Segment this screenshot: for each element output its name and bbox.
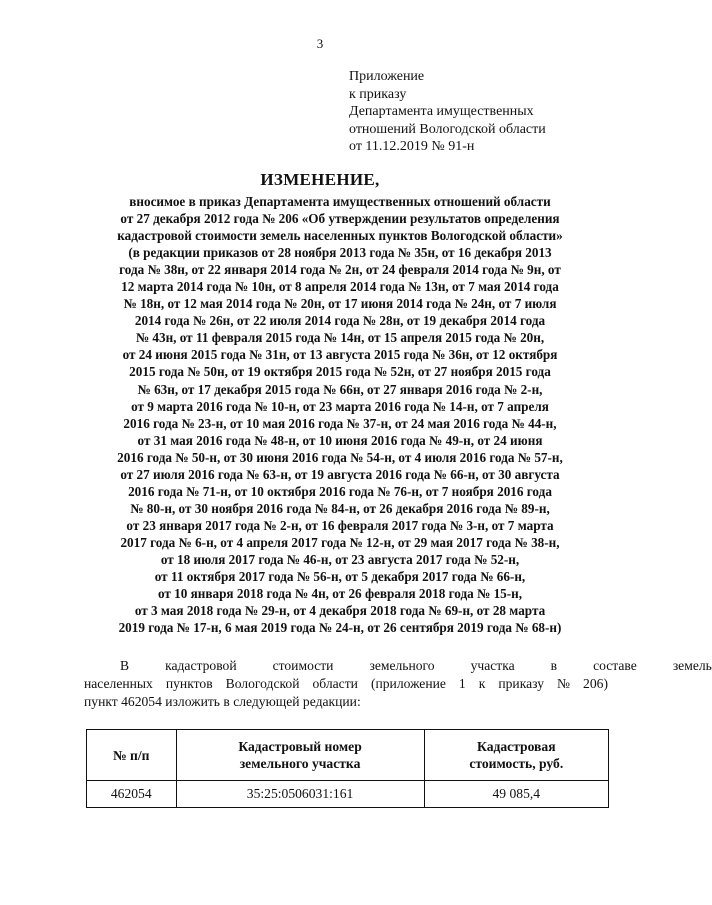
- cadastral-table: [86, 729, 609, 808]
- body-line-3: пункт 462054 изложить в следующей редакции:: [84, 694, 361, 709]
- preamble-line: 2016 года № 71-н, от 10 октября 2016 года № 76-н, от 7 ноября 2016 года: [128, 483, 552, 499]
- cell-number: 462054: [87, 781, 177, 808]
- preamble-line: вносимое в приказ Департамента имущественных отношений области: [129, 194, 551, 209]
- header-number: [87, 730, 177, 781]
- body-word: пунктов: [165, 676, 213, 691]
- document-heading: ИЗМЕНЕНИЕ,: [260, 170, 380, 189]
- preamble-line: от 27 декабря 2012 года № 206 «Об утверждении результатов определения: [120, 211, 560, 227]
- preamble-line: № 63н, от 17 декабря 2015 года № 66н, от 27 января 2016 года № 2-н,: [137, 381, 543, 397]
- body-word: области: [312, 676, 358, 691]
- body-line-1: [84, 657, 712, 675]
- header-line: стоимость, руб.: [469, 756, 564, 771]
- preamble-line: от 24 июня 2015 года № 31н, от 13 августа 2015 года № 36н, от 12 октября: [122, 347, 558, 363]
- appendix-line: от 11.12.2019 № 91-н: [349, 139, 475, 154]
- body-word: участка: [470, 658, 515, 673]
- preamble-line: от 31 мая 2016 года № 48-н, от 10 июня 2016 года № 49-н, от 24 июня: [137, 432, 543, 448]
- cell-cadastral-number: 35:25:0506031:161: [176, 781, 424, 808]
- preamble-line: от 27 июля 2016 года № 63-н, от 19 августа 2016 года № 66-н, от 30 августа: [120, 466, 560, 482]
- preamble-line: от 11 октября 2017 года № 56-н, от 5 декабря 2017 года № 66-н,: [154, 569, 526, 585]
- preamble-line: (в редакции приказов от 28 ноября 2013 года № 35н, от 16 декабря 2013: [128, 245, 552, 261]
- preamble-line: № 43н, от 11 февраля 2015 года № 14н, от 15 апреля 2015 года № 20н,: [135, 330, 545, 346]
- preamble-line: 2015 года № 50н, от 19 октября 2015 года № 52н, от 27 ноября 2015 года: [129, 364, 551, 380]
- header-cadastral-number: [176, 730, 424, 781]
- preamble-line: 2016 года № 50-н, от 30 июня 2016 года № 54-н, от 4 июля 2016 года № 57-н,: [117, 449, 563, 465]
- body-word: стоимости: [272, 658, 334, 673]
- preamble-line: от 10 января 2018 года № 4н, от 26 февраля 2018 года № 15-н,: [157, 586, 523, 602]
- preamble-line: 2017 года № 6-н, от 4 апреля 2017 года № 12-н, от 29 мая 2017 года № 38-н,: [120, 534, 560, 550]
- body-word: составе: [593, 658, 637, 673]
- preamble: [70, 193, 610, 636]
- body-word: 1: [458, 676, 466, 691]
- body-word: 206): [583, 676, 608, 691]
- appendix-line: Департамента имущественных: [349, 104, 534, 119]
- preamble-line: кадастровой стоимости земель населенных пунктов Вологодской области»: [117, 228, 563, 244]
- body-line-2: [84, 675, 608, 693]
- preamble-line: от 23 января 2017 года № 2-н, от 16 февраля 2017 года № 3-н, от 7 марта: [126, 517, 554, 533]
- body-word: земельного: [369, 658, 435, 673]
- body-word: В: [120, 658, 130, 673]
- table-header-row: [87, 730, 609, 781]
- body-word: населенных: [84, 676, 153, 691]
- appendix-line: к приказу: [349, 86, 407, 102]
- table-row: [87, 781, 609, 808]
- preamble-line: 2014 года № 26н, от 22 июля 2014 года № 28н, от 19 декабря 2014 года: [134, 313, 546, 329]
- appendix-line: отношений Вологодской области: [349, 121, 546, 137]
- preamble-line: года № 38н, от 22 января 2014 года № 2н, от 24 февраля 2014 года № 9н, от: [119, 262, 561, 278]
- preamble-line: 2019 года № 17-н, 6 мая 2019 года № 24-н, от 26 сентября 2019 года № 68-н): [118, 620, 562, 636]
- preamble-line: № 80-н, от 30 ноября 2016 года № 84-н, от 26 декабря 2016 года № 89-н,: [130, 500, 550, 516]
- body-word: приказу: [498, 676, 545, 691]
- body-word: Вологодской: [225, 676, 300, 691]
- preamble-line: 2016 года № 23-н, от 10 мая 2016 года № 37-н, от 24 мая 2016 года № 44-н,: [123, 415, 557, 431]
- preamble-line: № 18н, от 12 мая 2014 года № 20н, от 17 июня 2014 года № 24н, от 7 июля: [123, 296, 557, 312]
- body-paragraph: [84, 657, 712, 711]
- body-word: кадастровой: [165, 658, 237, 673]
- header-line: № п/п: [113, 747, 150, 763]
- body-word: земель: [672, 658, 712, 673]
- body-word: к: [478, 676, 486, 691]
- cell-cadastral-value: 49 085,4: [424, 781, 608, 808]
- header-cadastral-value: [424, 730, 608, 781]
- preamble-line: от 18 июля 2017 года № 46-н, от 23 августа 2017 года № 52-н,: [160, 551, 520, 567]
- preamble-line: от 9 марта 2016 года № 10-н, от 23 марта 2016 года № 14-н, от 7 апреля: [131, 398, 549, 414]
- appendix-block: [349, 68, 609, 156]
- preamble-line: 12 марта 2014 года № 10н, от 8 апреля 2014 года № 13н, от 7 мая 2014 года: [121, 279, 559, 295]
- header-line: земельного участка: [239, 756, 361, 771]
- header-line: Кадастровая: [477, 739, 556, 754]
- header-line: Кадастровый номер: [238, 739, 362, 754]
- body-word: (приложение: [370, 676, 446, 691]
- body-word: в: [550, 658, 558, 673]
- page-number: 3: [316, 36, 324, 51]
- preamble-line: от 3 мая 2018 года № 29-н, от 4 декабря 2018 года № 69-н, от 28 марта: [134, 603, 546, 619]
- body-word: №: [557, 676, 571, 691]
- appendix-line: Приложение: [349, 69, 425, 84]
